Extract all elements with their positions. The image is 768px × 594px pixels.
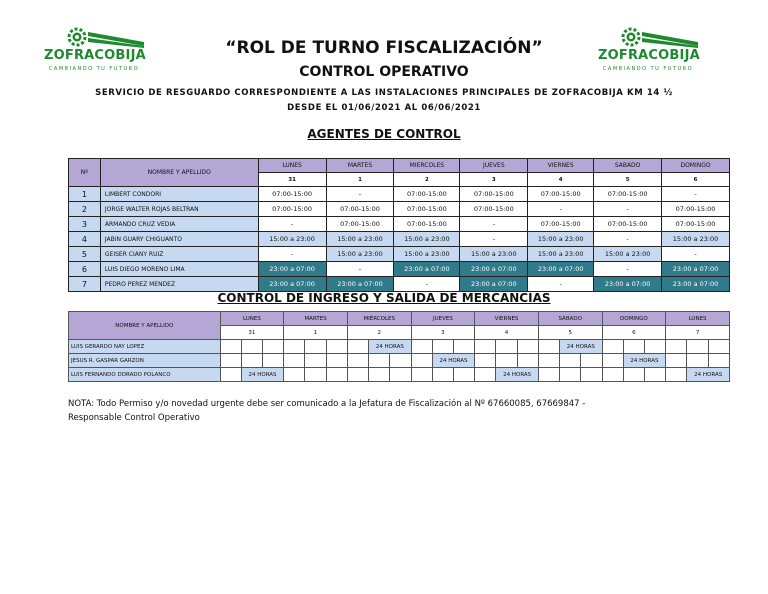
footer-note [68, 397, 708, 425]
shift-cell: 15:00 a 23:00 [528, 232, 594, 247]
empty-cell [581, 354, 602, 368]
empty-cell [411, 340, 432, 354]
empty-cell [305, 354, 326, 368]
logo-tagline: CAMBIANDO TU FUTURO [48, 66, 140, 72]
shift-cell: 23:00 a 07:00 [594, 277, 662, 292]
day-header: MIERCOLES [394, 159, 460, 173]
shift-cell: - [258, 247, 326, 262]
empty-cell [369, 354, 390, 368]
empty-cell [538, 354, 559, 368]
date-header: 2 [394, 173, 460, 187]
date-range: DESDE EL 01/06/2021 AL 06/06/2021 [287, 103, 481, 113]
date-header: 1 [326, 173, 394, 187]
date-header: 1 [284, 326, 348, 340]
shift-cell: 07:00-15:00 [258, 187, 326, 202]
shift-cell: 07:00-15:00 [394, 202, 460, 217]
empty-cell [305, 368, 326, 382]
day-header: JUEVES [411, 312, 475, 326]
empty-cell [411, 368, 432, 382]
logo-name: ZOFRACOBIJA [598, 48, 700, 63]
table-row [69, 262, 730, 277]
day-header: SABADO [594, 159, 662, 173]
table-row [69, 232, 730, 247]
shift-cell: 23:00 a 07:00 [460, 262, 528, 277]
empty-cell [241, 354, 262, 368]
date-header: 3 [460, 173, 528, 187]
merch-section-title: CONTROL DE INGRESO Y SALIDA DE MERCANCIAS [217, 291, 551, 305]
empty-cell [347, 354, 368, 368]
date-header: 6 [662, 173, 730, 187]
empty-cell [687, 340, 708, 354]
empty-cell [305, 340, 326, 354]
row-number: 4 [69, 232, 101, 247]
empty-cell [496, 354, 517, 368]
shift-cell: 15:00 a 23:00 [662, 232, 730, 247]
col-name-header: NOMBRE Y APELLIDO [100, 159, 258, 187]
empty-cell [538, 368, 559, 382]
table-row [69, 340, 730, 354]
logo-tagline: CAMBIANDO TU FUTURO [602, 66, 694, 72]
agent-name: JABIN GUARY CHIGUANTO [100, 232, 258, 247]
empty-cell [326, 368, 347, 382]
empty-cell [560, 354, 581, 368]
shift-cell: - [528, 202, 594, 217]
day-header: MARTES [284, 312, 348, 326]
shift-cell: - [594, 232, 662, 247]
agent-name: PEDRO PEREZ MENDEZ [100, 277, 258, 292]
empty-cell [623, 368, 644, 382]
shift-cell: 15:00 a 23:00 [460, 247, 528, 262]
empty-cell [369, 368, 390, 382]
table-row [69, 354, 730, 368]
empty-cell [284, 354, 305, 368]
shift-cell: - [594, 202, 662, 217]
day-header: VIERNES [528, 159, 594, 173]
shift-cell: 07:00-15:00 [326, 202, 394, 217]
date-header: 5 [538, 326, 602, 340]
shift-cell: - [460, 232, 528, 247]
day-header: LUNES [666, 312, 730, 326]
date-header: 31 [258, 173, 326, 187]
shift-cell: 07:00-15:00 [528, 217, 594, 232]
empty-cell [644, 368, 665, 382]
row-number: 1 [69, 187, 101, 202]
shift-cell: - [258, 217, 326, 232]
shift-cell: 07:00-15:00 [594, 187, 662, 202]
shift-cell: 23:00 a 07:00 [394, 262, 460, 277]
person-name: LUIS FERNANDO DORADO POLANCO [69, 368, 221, 382]
empty-cell [708, 340, 729, 354]
empty-cell [666, 354, 687, 368]
col-name-header: NOMBRE Y APELLIDO [69, 312, 221, 340]
empty-cell [347, 368, 368, 382]
day-header: VIERNES [475, 312, 539, 326]
empty-cell [432, 368, 453, 382]
agent-name: LIMBERT CONDORI [100, 187, 258, 202]
shift-cell: 07:00-15:00 [460, 202, 528, 217]
shift-cell: - [394, 277, 460, 292]
shift-24h-cell: 24 HORAS [432, 354, 474, 368]
date-header: 7 [666, 326, 730, 340]
shift-cell: 07:00-15:00 [460, 187, 528, 202]
table-row [69, 368, 730, 382]
day-header: JUEVES [460, 159, 528, 173]
empty-cell [517, 340, 538, 354]
empty-cell [644, 340, 665, 354]
shift-cell: 23:00 a 07:00 [662, 277, 730, 292]
empty-cell [581, 368, 602, 382]
day-header: MARTES [326, 159, 394, 173]
empty-cell [284, 340, 305, 354]
empty-cell [432, 340, 453, 354]
shift-cell: 23:00 a 07:00 [662, 262, 730, 277]
table-row [69, 202, 730, 217]
date-header: 3 [411, 326, 475, 340]
date-header: 31 [220, 326, 284, 340]
day-header: DOMINGO [602, 312, 666, 326]
date-header: 4 [528, 173, 594, 187]
shift-cell: 07:00-15:00 [326, 217, 394, 232]
empty-cell [220, 340, 241, 354]
empty-cell [475, 340, 496, 354]
shift-cell: 15:00 a 23:00 [326, 247, 394, 262]
shift-cell: 07:00-15:00 [662, 202, 730, 217]
date-header: 2 [347, 326, 411, 340]
date-header: 5 [594, 173, 662, 187]
empty-cell [454, 340, 475, 354]
empty-cell [263, 354, 284, 368]
table-row [69, 247, 730, 262]
shift-24h-cell: 24 HORAS [687, 368, 730, 382]
empty-cell [454, 368, 475, 382]
table-row [69, 187, 730, 202]
shift-cell: 23:00 a 07:00 [528, 262, 594, 277]
table-row [69, 217, 730, 232]
shift-cell: - [528, 277, 594, 292]
empty-cell [326, 340, 347, 354]
row-number: 5 [69, 247, 101, 262]
agent-name: ARMANDO CRUZ VEDIA [100, 217, 258, 232]
row-number: 7 [69, 277, 101, 292]
empty-cell [475, 354, 496, 368]
agent-name: GEISER CIANY RUIZ [100, 247, 258, 262]
shift-cell: - [460, 217, 528, 232]
shift-cell: 07:00-15:00 [394, 187, 460, 202]
shift-24h-cell: 24 HORAS [496, 368, 538, 382]
shift-cell: 23:00 a 07:00 [258, 277, 326, 292]
shift-cell: 15:00 a 23:00 [326, 232, 394, 247]
shift-cell: 23:00 a 07:00 [460, 277, 528, 292]
day-header: SÁBADO [538, 312, 602, 326]
table-row [69, 277, 730, 292]
empty-cell [666, 368, 687, 382]
empty-cell [411, 354, 432, 368]
empty-cell [347, 340, 368, 354]
empty-cell [496, 340, 517, 354]
day-header: DOMINGO [662, 159, 730, 173]
shift-cell: 15:00 a 23:00 [258, 232, 326, 247]
shift-cell: - [662, 247, 730, 262]
empty-cell [390, 354, 411, 368]
shift-cell: - [662, 187, 730, 202]
empty-cell [475, 368, 496, 382]
shift-cell: 15:00 a 23:00 [394, 232, 460, 247]
shift-cell: 07:00-15:00 [662, 217, 730, 232]
service-line: SERVICIO DE RESGUARDO CORRESPONDIENTE A LAS INSTALACIONES PRINCIPALES DE ZOFRACOBIJA KM 14 ½ [95, 88, 673, 98]
shift-cell: - [594, 262, 662, 277]
person-name: JESUS R. GASPAR GARZON [69, 354, 221, 368]
empty-cell [390, 368, 411, 382]
page-subtitle: CONTROL OPERATIVO [299, 64, 469, 80]
page-title: “ROL DE TURNO FISCALIZACIÓN” [225, 38, 543, 58]
row-number: 2 [69, 202, 101, 217]
agents-table [68, 158, 730, 292]
date-header: 6 [602, 326, 666, 340]
person-name: LUIS GERARDO NAY LOPEZ [69, 340, 221, 354]
shift-cell: 15:00 a 23:00 [594, 247, 662, 262]
empty-cell [602, 354, 623, 368]
empty-cell [538, 340, 559, 354]
agent-name: JORGE WALTER ROJAS BELTRAN [100, 202, 258, 217]
empty-cell [687, 354, 708, 368]
logo-name: ZOFRACOBIJA [44, 48, 146, 63]
shift-cell: 07:00-15:00 [258, 202, 326, 217]
empty-cell [220, 368, 241, 382]
shift-cell: - [326, 262, 394, 277]
shift-cell: - [326, 187, 394, 202]
shift-24h-cell: 24 HORAS [369, 340, 411, 354]
shift-24h-cell: 24 HORAS [623, 354, 665, 368]
day-header: LUNES [258, 159, 326, 173]
empty-cell [517, 354, 538, 368]
note-line: Responsable Control Operativo [68, 413, 200, 423]
empty-cell [263, 340, 284, 354]
row-number: 6 [69, 262, 101, 277]
row-number: 3 [69, 217, 101, 232]
note-line: NOTA: Todo Permiso y/o novedad urgente debe ser comunicado a la Jefatura de Fiscalización al Nº 67660085, 67669847 - [68, 399, 586, 409]
empty-cell [708, 354, 729, 368]
shift-cell: 07:00-15:00 [528, 187, 594, 202]
shift-cell: 07:00-15:00 [594, 217, 662, 232]
empty-cell [602, 368, 623, 382]
shift-24h-cell: 24 HORAS [241, 368, 283, 382]
shift-cell: 07:00-15:00 [394, 217, 460, 232]
day-header: MIÉRCOLES [347, 312, 411, 326]
day-header: LUNES [220, 312, 284, 326]
shift-cell: 15:00 a 23:00 [394, 247, 460, 262]
shift-24h-cell: 24 HORAS [560, 340, 602, 354]
date-header: 4 [475, 326, 539, 340]
empty-cell [560, 368, 581, 382]
empty-cell [284, 368, 305, 382]
empty-cell [326, 354, 347, 368]
merch-table [68, 311, 730, 382]
empty-cell [666, 340, 687, 354]
agent-name: LUIS DIEGO MORENO LIMA [100, 262, 258, 277]
shift-cell: 15:00 a 23:00 [528, 247, 594, 262]
empty-cell [241, 340, 262, 354]
agents-section-title: AGENTES DE CONTROL [307, 127, 461, 141]
col-num-header: Nº [69, 159, 101, 187]
empty-cell [623, 340, 644, 354]
shift-cell: 23:00 a 07:00 [326, 277, 394, 292]
empty-cell [602, 340, 623, 354]
shift-cell: 23:00 a 07:00 [258, 262, 326, 277]
empty-cell [220, 354, 241, 368]
